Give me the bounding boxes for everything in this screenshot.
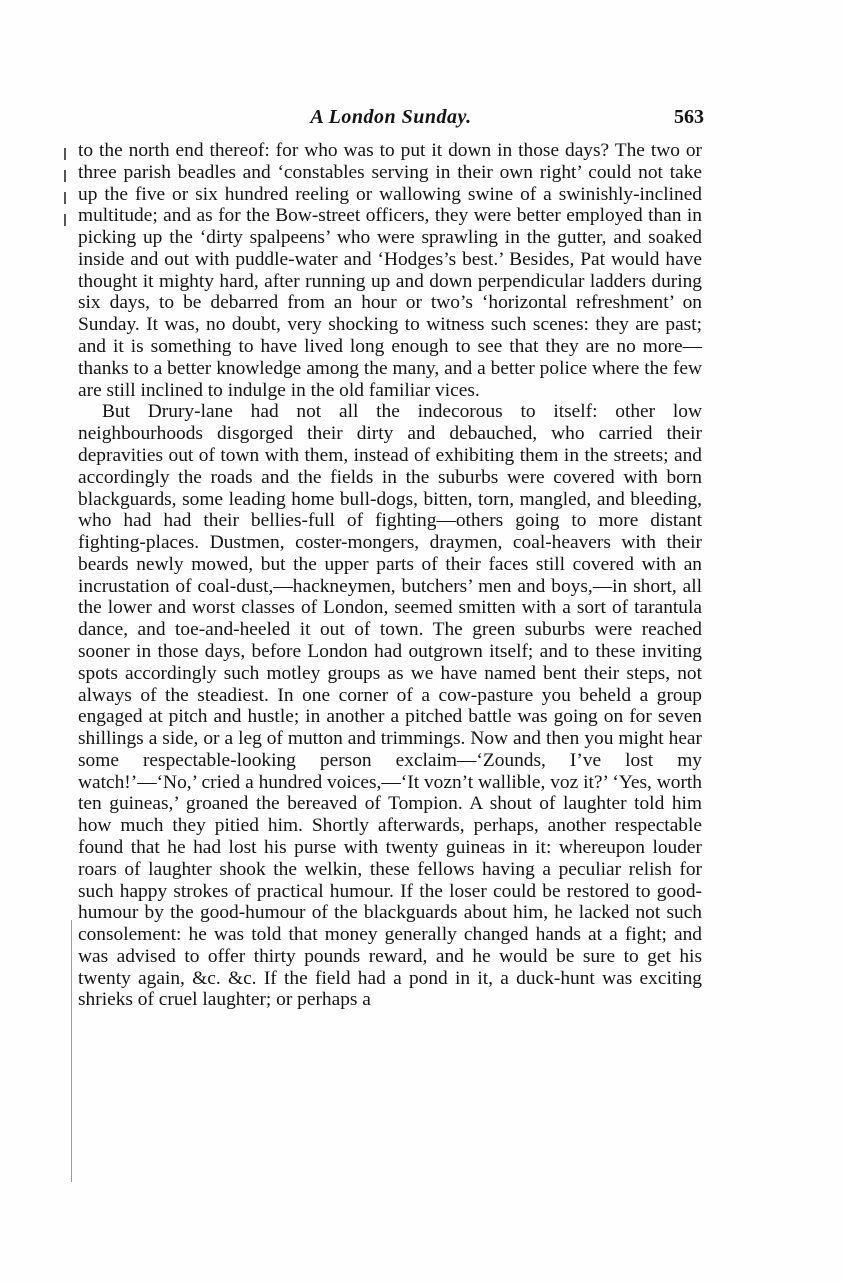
margin-mark <box>64 214 66 226</box>
paragraph-1: to the north end thereof: for who was to put it down in those days? The two or three parish beadles and ‘constables serving in their own right’ could not take up the five or six hundred reeling or wallowing swine of a swinishly-inclined multitude; and as for the Bow-street officers, they were better employed than in picking up the ‘dirty spalpeens’ who were sprawling in the gutter, and soaked inside and out with puddle-water and ‘Hodges’s best.’ Besides, Pat would have thought it mighty hard, after running up and down perpendicular ladders during six days, to be debarred from an hour or two’s ‘horizontal refreshment’ on Sunday. It was, no doubt, very shocking to witness such scenes: they are past; and it is something to have lived long enough to see that they are no more—thanks to a better knowledge among the many, and a better police where the few are still inclined to indulge in the old familiar vices. <box>78 140 702 401</box>
margin-rule <box>71 920 72 1182</box>
body-text <box>78 140 702 1011</box>
page-header <box>78 106 704 136</box>
margin-mark <box>64 170 66 182</box>
margin-mark <box>64 192 66 204</box>
paragraph-2: But Drury-lane had not all the indecorous to itself: other low neighbourhoods disgorged their dirty and debauched, who carried their depravities out of town with them, instead of exhibiting them in the streets; and accordingly the roads and the fields in the suburbs were covered with born blackguards, some leading home bull-dogs, bitten, torn, mangled, and bleeding, who had had their bellies-full of fighting—others going to more distant fighting-places. Dustmen, coster-mongers, draymen, coal-heavers with their beards newly mowed, but the upper parts of their faces still covered with an incrustation of coal-dust,—hackneymen, butchers’ men and boys,—in short, all the lower and worst classes of London, seemed smitten with a sort of tarantula dance, and toe-and-heeled it out of town. The green suburbs were reached sooner in those days, before London had outgrown itself; and to these inviting spots accordingly such motley groups as we have named bent their steps, not always of the steadiest. In one corner of a cow-pasture you beheld a group engaged at pitch and hustle; in another a pitched battle was going on for seven shillings a side, or a leg of mutton and trimmings. Now and then you might hear some respectable-looking person exclaim—‘Zounds, I’ve lost my watch!’—‘No,’ cried a hundred voices,—‘It vozn’t wallible, voz it?’ ‘Yes, worth ten guineas,’ groaned the bereaved of Tompion. A shout of laughter told him how much they pitied him. Shortly afterwards, perhaps, another respectable found that he had lost his purse with twenty guineas in it: whereupon louder roars of laughter shook the welkin, these fellows having a peculiar relish for such happy strokes of practical humour. If the loser could be restored to good-humour by the good-humour of the blackguards about him, he lacked not such consolement: he was told that money generally changed hands at a fight; and was advised to offer thirty pounds reward, and he would be sure to get his twenty again, &c. &c. If the field had a pond in it, a duck-hunt was exciting shrieks of cruel laughter; or perhaps a <box>78 401 702 1011</box>
page-number: 563 <box>674 106 704 128</box>
margin-mark <box>64 148 66 160</box>
running-head: A London Sunday. <box>310 106 472 128</box>
margin-marks <box>64 148 72 238</box>
